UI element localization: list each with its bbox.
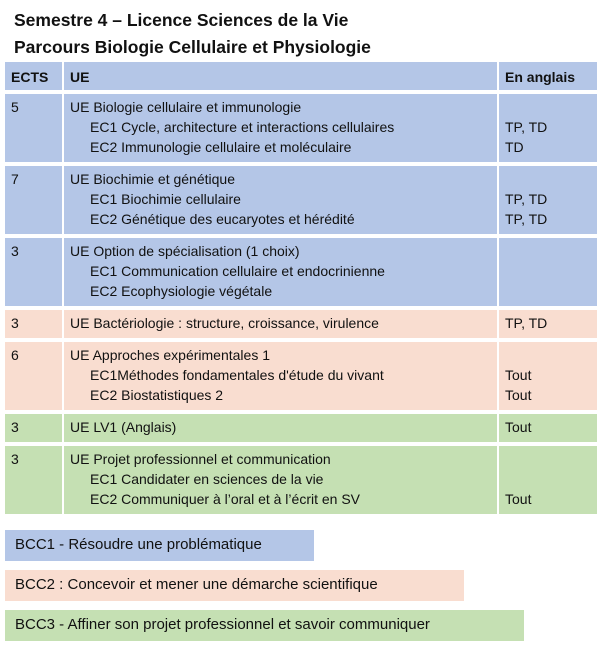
page-title: Semestre 4 – Licence Sciences de la Vie [14, 10, 349, 30]
page-subtitle: Parcours Biologie Cellulaire et Physiologie [14, 37, 371, 57]
table-row [5, 342, 597, 410]
ue-title: UE Bactériologie : structure, croissance, virulence [70, 315, 379, 331]
ue-cell [62, 414, 497, 442]
english-value: Tout [505, 387, 532, 403]
bcc1-label: BCC1 - Résoudre une problématique [5, 530, 314, 561]
ects-value: 3 [11, 419, 19, 435]
english-value: Tout [505, 491, 532, 507]
ue-cell [62, 94, 497, 162]
table-row [5, 446, 597, 514]
english-value: TP, TD [505, 119, 548, 135]
ec-item: EC1 Biochimie cellulaire [90, 191, 241, 207]
table-row [5, 238, 597, 306]
english-value [505, 469, 591, 489]
ec-item: EC1 Cycle, architecture et interactions cellulaires [90, 119, 395, 135]
ec-item: EC1 Candidater en sciences de la vie [90, 471, 324, 487]
ects-value: 7 [11, 171, 19, 187]
ue-cell [62, 342, 497, 410]
ects-value: 5 [11, 99, 19, 115]
ec-item: EC2 Immunologie cellulaire et moléculaire [90, 139, 352, 155]
ue-title: UE Biochimie et génétique [70, 171, 235, 187]
english-value: Tout [505, 419, 532, 435]
ects-value: 3 [11, 243, 19, 259]
table-row [5, 94, 597, 162]
ue-cell [62, 310, 497, 338]
ects-table [5, 62, 597, 514]
ects-value: 6 [11, 347, 19, 363]
ects-value: 3 [11, 315, 19, 331]
english-value [505, 169, 591, 189]
english-value [505, 261, 591, 281]
ec-item: EC2 Génétique des eucaryotes et hérédité [90, 211, 355, 227]
english-value: TP, TD [505, 211, 548, 227]
english-value [505, 241, 591, 261]
ec-item: EC2 Biostatistiques 2 [90, 387, 224, 403]
english-cell [497, 238, 597, 306]
table-row [5, 310, 597, 338]
ects-value: 3 [11, 451, 19, 467]
ue-title: UE LV1 (Anglais) [70, 419, 177, 435]
english-value: TD [505, 139, 524, 155]
ec-item: EC1Méthodes fondamentales d'étude du vivant [90, 367, 384, 383]
ue-cell [62, 238, 497, 306]
english-value [505, 97, 591, 117]
ue-title: UE Option de spécialisation (1 choix) [70, 243, 300, 259]
english-value [505, 281, 591, 301]
ue-title: UE Approches expérimentales 1 [70, 347, 270, 363]
ue-title: UE Biologie cellulaire et immunologie [70, 99, 302, 115]
english-value [505, 345, 591, 365]
table-row [5, 414, 597, 442]
english-cell [497, 94, 597, 162]
ue-cell [62, 166, 497, 234]
english-value: Tout [505, 367, 532, 383]
table-row [5, 166, 597, 234]
english-cell [497, 342, 597, 410]
bcc3-label: BCC3 - Affiner son projet professionnel et savoir communiquer [5, 610, 524, 641]
ue-cell [62, 446, 497, 514]
english-cell [497, 166, 597, 234]
ue-title: UE Projet professionnel et communication [70, 451, 331, 467]
english-value: TP, TD [505, 315, 548, 331]
header-ue: UE [62, 62, 497, 90]
bcc2-label: BCC2 : Concevoir et mener une démarche scientifique [5, 570, 464, 601]
header-ects: ECTS [11, 69, 49, 85]
ec-item: EC2 Communiquer à l’oral et à l’écrit en SV [90, 491, 361, 507]
english-value [505, 449, 591, 469]
english-cell [497, 414, 597, 442]
english-cell [497, 310, 597, 338]
header-english: En anglais [497, 62, 597, 90]
english-cell [497, 446, 597, 514]
table-header-row [5, 62, 597, 90]
ec-item: EC2 Ecophysiologie végétale [90, 283, 273, 299]
ec-item: EC1 Communication cellulaire et endocrinienne [90, 263, 385, 279]
english-value: TP, TD [505, 191, 548, 207]
